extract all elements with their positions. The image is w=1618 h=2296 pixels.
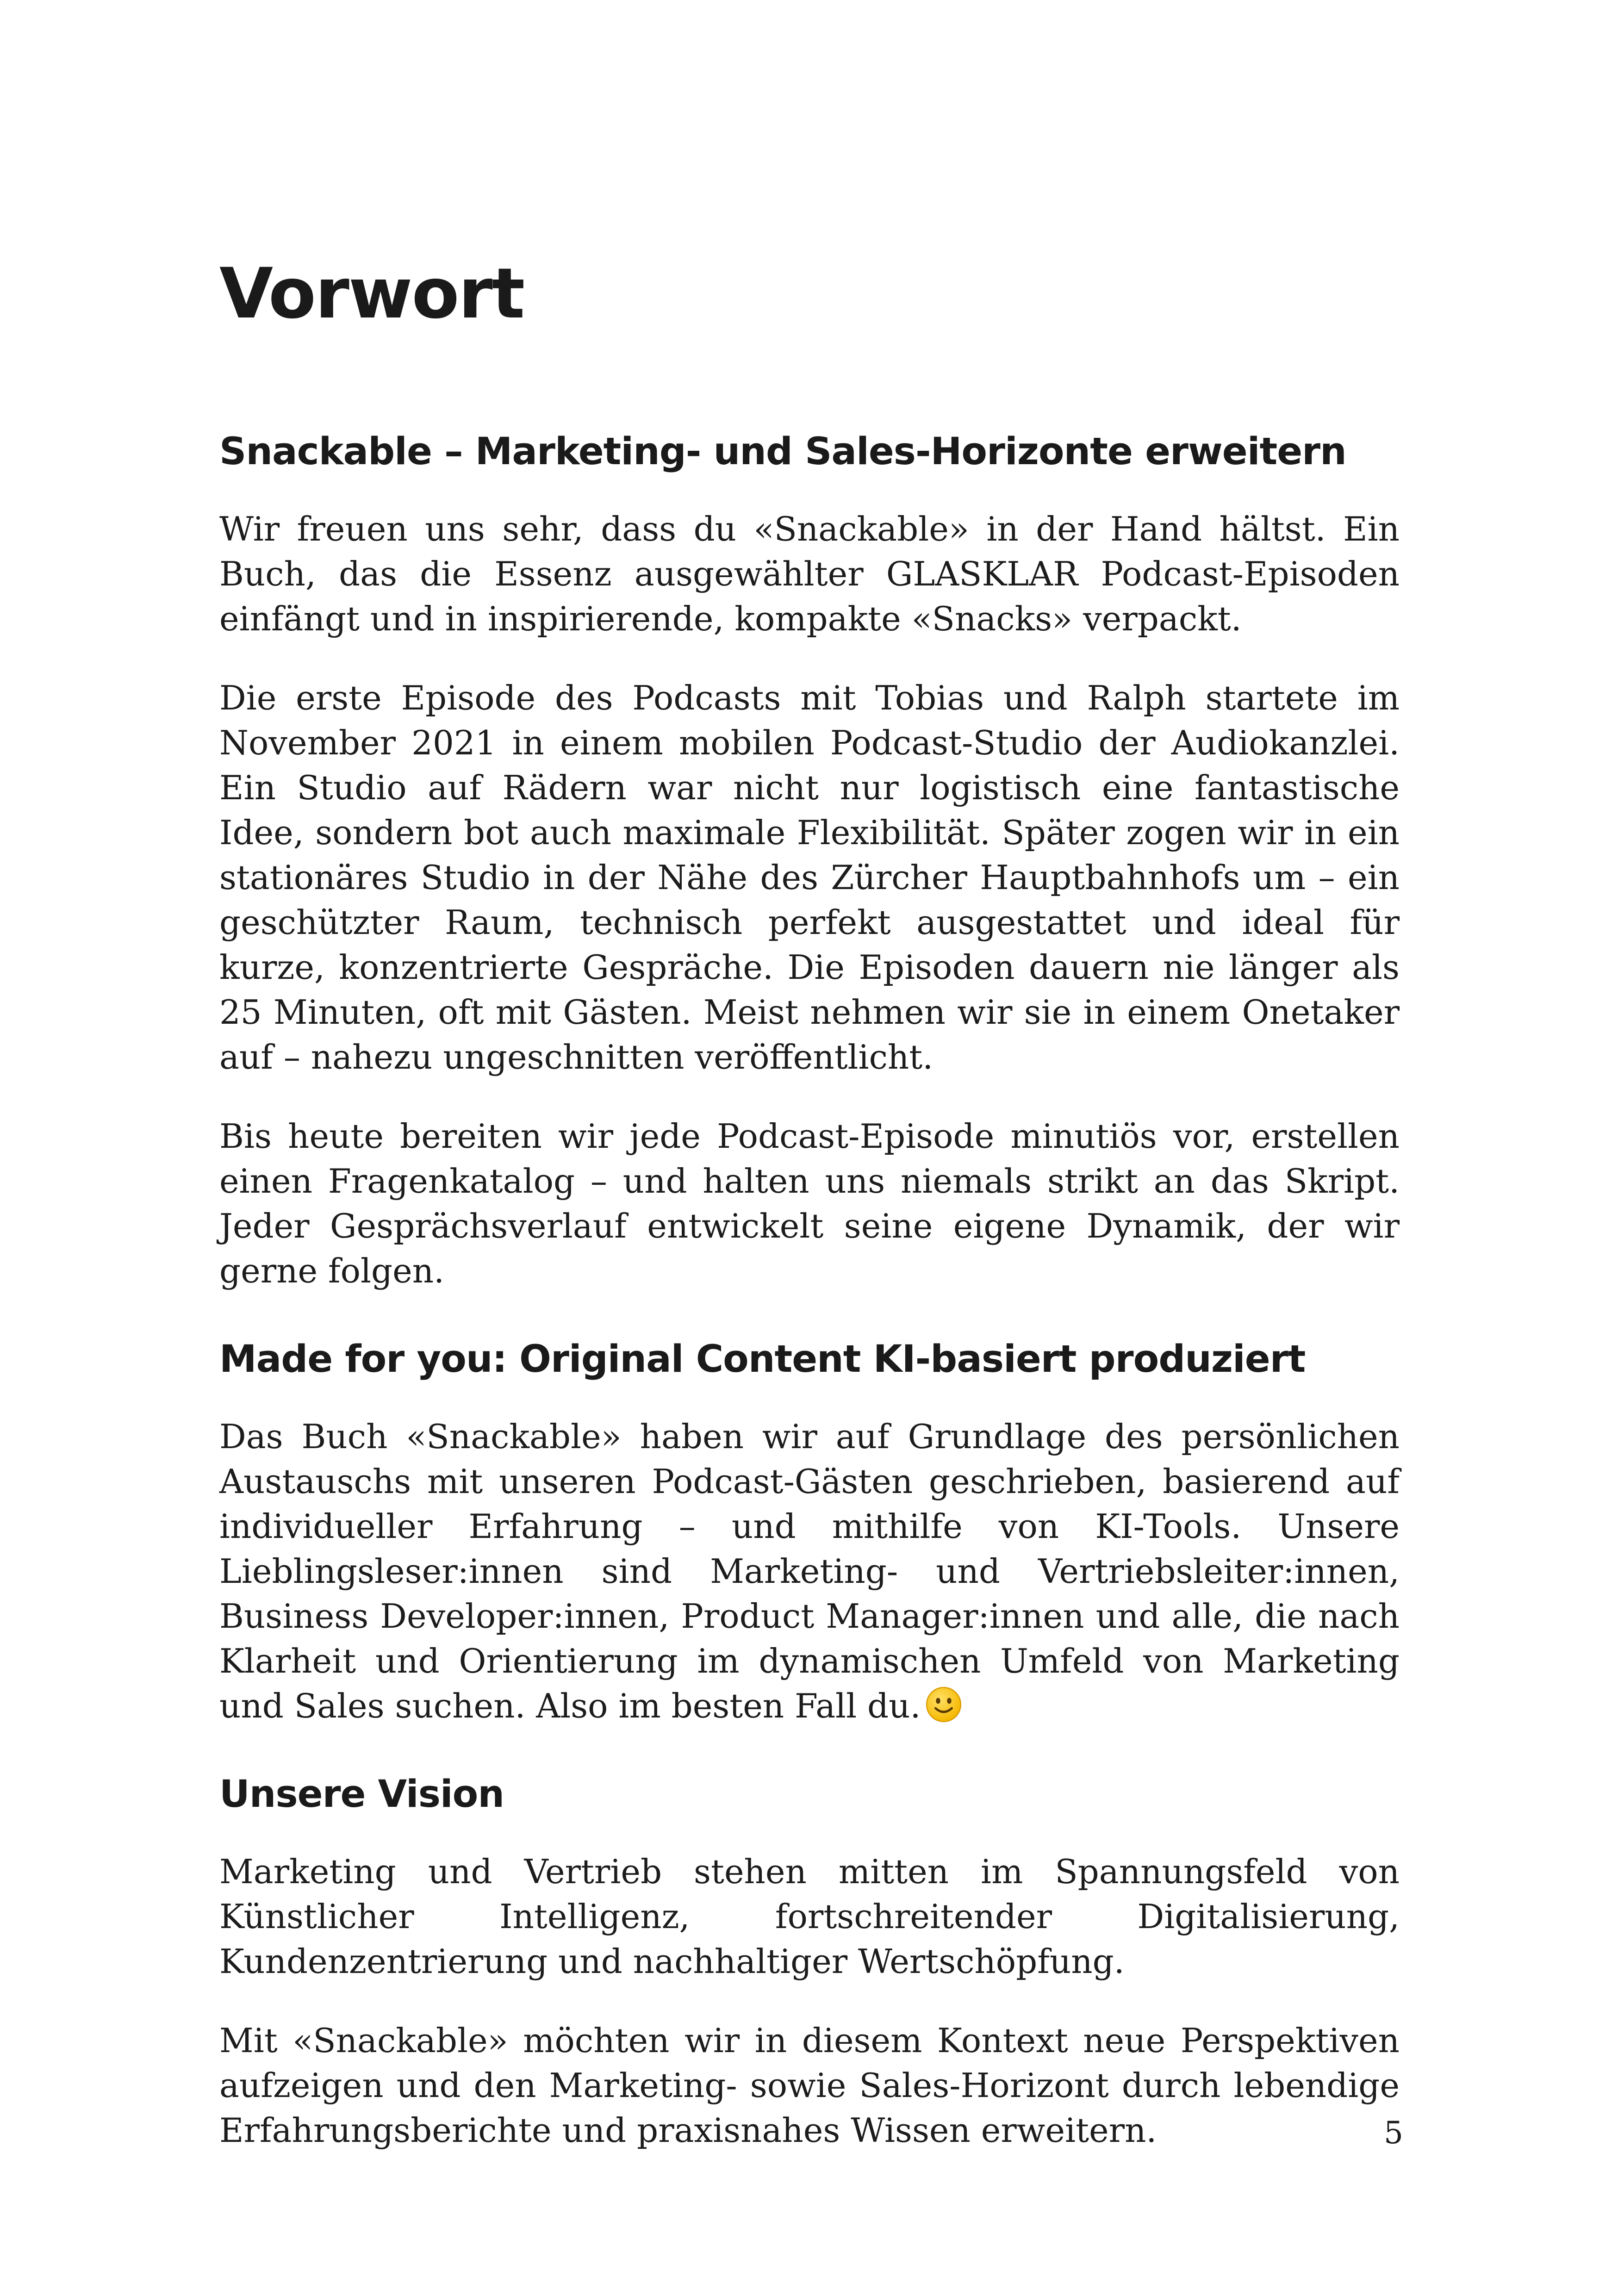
paragraph: Mit «Snackable» möchten wir in diesem Kontext neue Perspektiven aufzeigen und den Marketing- sowie Sales-Horizont durch lebendige Erfahrungsberichte und praxisnahes Wissen erweitern. bbox=[219, 2021, 1400, 2150]
section-heading-made-for-you: Made for you: Original Content KI-basiert produziert bbox=[219, 1338, 1306, 1381]
paragraph-text: Das Buch «Snackable» haben wir auf Grundlage des persönlichen Austauschs mit unseren Podcast-Gästen geschrieben, basierend auf individueller Erfahrung – und mithilfe von KI-Tools. Unsere Lieblingsleser:innen sind Marketing- und Vertriebsleiter:innen, Business Developer:innen, Product Manager:innen und alle, die nach Klarheit und Orientierung im dynamischen Umfeld von Marketing und Sales suchen. Also im besten Fall du. bbox=[219, 1417, 1400, 1726]
paragraph: Marketing und Vertrieb stehen mitten im Spannungsfeld von Künstlicher Intelligenz, fortschreitender Digitalisierung, Kundenzentrierung und nachhaltiger Wertschöpfung. bbox=[219, 1852, 1400, 1981]
chapter-title: Vorwort bbox=[219, 254, 524, 334]
section-heading-snackable: Snackable – Marketing- und Sales-Horizonte erweitern bbox=[219, 430, 1346, 473]
paragraph-with-emoji bbox=[219, 1414, 1400, 1729]
paragraph: Wir freuen uns sehr, dass du «Snackable» in der Hand hältst. Ein Buch, das die Essenz ausgewählter GLASKLAR Podcast-Episoden einfängt und in inspirierende, kompakte «Snacks» verpackt. bbox=[219, 510, 1400, 639]
slightly-smiling-face-icon bbox=[925, 1686, 962, 1723]
document-page bbox=[219, 254, 1400, 2153]
paragraph: Bis heute bereiten wir jede Podcast-Episode minutiös vor, erstellen einen Fragenkatalog – und halten uns niemals strikt an das Skript. Jeder Gesprächsverlauf entwickelt seine eigene Dynamik, der wir gerne folgen. bbox=[219, 1117, 1400, 1291]
section-heading-vision: Unsere Vision bbox=[219, 1773, 504, 1817]
paragraph: Die erste Episode des Podcasts mit Tobias und Ralph startete im November 2021 in einem mobilen Podcast-Studio der Audiokanzlei. Ein Studio auf Rädern war nicht nur logistisch eine fantastische Idee, sondern bot auch maximale Flexibilität. Später zogen wir in ein stationäres Studio in der Nähe des Zürcher Hauptbahnhofs um – ein geschützter Raum, technisch perfekt ausgestattet und ideal für kurze, konzentrierte Gespräche. Die Episoden dauern nie länger als 25 Minuten, oft mit Gästen. Meist nehmen wir sie in einem Onetaker auf – nahezu ungeschnitten veröffentlicht. bbox=[219, 678, 1400, 1077]
page-number: 5 bbox=[1384, 2115, 1403, 2151]
